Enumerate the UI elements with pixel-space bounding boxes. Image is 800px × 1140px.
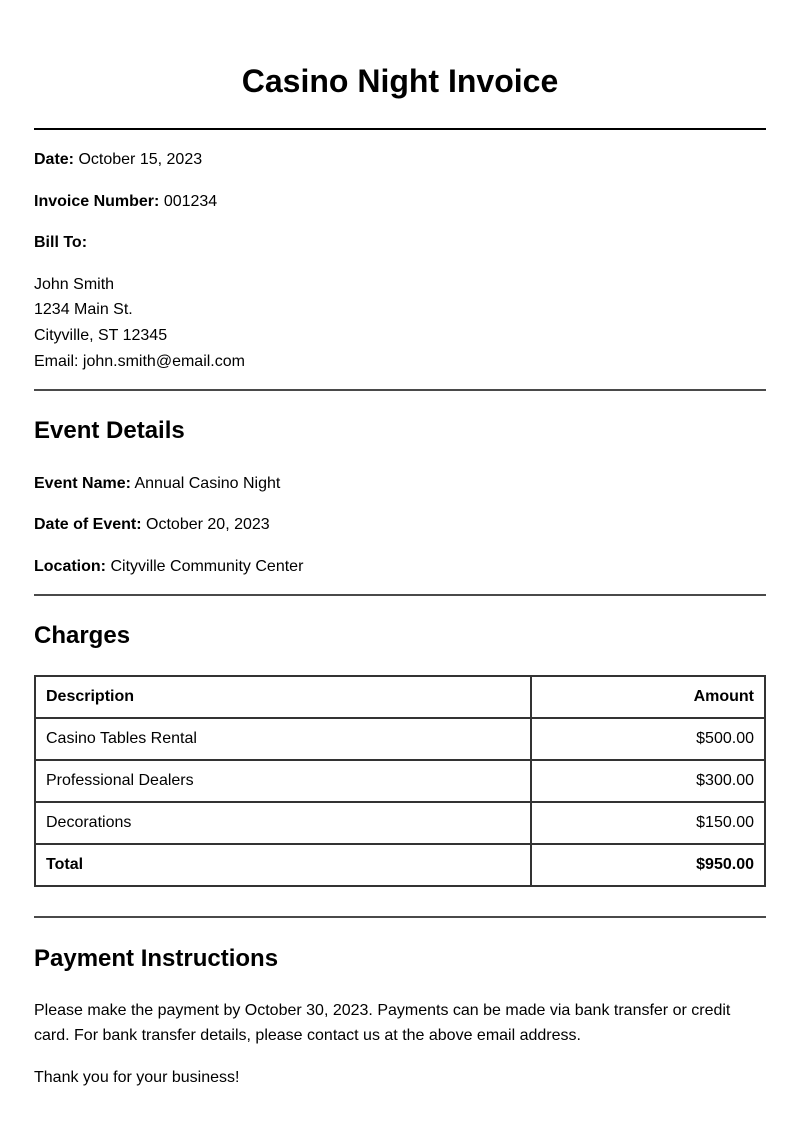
bill-to-email: Email: john.smith@email.com: [34, 353, 245, 370]
table-header-row: [35, 676, 765, 718]
event-date-label: Date of Event:: [34, 516, 142, 533]
payment-instructions-text: Please make the payment by October 30, 2023. Payments can be made via bank transfer or credit card. For bank transfer details, please contact us at the above email address.: [34, 1002, 731, 1044]
invoice-number: [34, 192, 217, 212]
charge-description: Casino Tables Rental: [35, 718, 531, 760]
column-header-amount: Amount: [531, 676, 765, 718]
invoice-number-label: Invoice Number:: [34, 193, 160, 210]
section-divider: [34, 389, 766, 391]
total-label: Total: [35, 844, 531, 886]
charge-amount: $500.00: [531, 718, 765, 760]
event-name-label: Event Name:: [34, 475, 131, 492]
bill-to-label: Bill To:: [34, 234, 88, 251]
charges-table: [34, 675, 766, 887]
charge-amount: $150.00: [531, 802, 765, 844]
total-row: [35, 844, 765, 886]
thank-you-text: Thank you for your business!: [34, 1069, 240, 1086]
charges-heading: Charges: [34, 622, 131, 649]
invoice-date: [34, 150, 202, 170]
event-date: [34, 515, 270, 535]
invoice-date-label: Date:: [34, 151, 75, 168]
event-name: [34, 474, 280, 494]
invoice-date-value: October 15, 2023: [78, 151, 203, 168]
event-location-label: Location:: [34, 558, 106, 575]
column-header-description: Description: [35, 676, 531, 718]
section-divider: [34, 594, 766, 596]
bill-to-name: John Smith: [34, 276, 115, 293]
page-title: Casino Night Invoice: [241, 63, 559, 99]
event-location-value: Cityville Community Center: [110, 558, 304, 575]
charge-description: Professional Dealers: [35, 760, 531, 802]
payment-heading: Payment Instructions: [34, 945, 279, 972]
charge-description: Decorations: [35, 802, 531, 844]
total-amount: $950.00: [531, 844, 765, 886]
table-row: [35, 760, 765, 802]
event-location: [34, 557, 303, 577]
title-divider: [34, 128, 766, 130]
bill-to-street: 1234 Main St.: [34, 301, 133, 318]
charge-amount: $300.00: [531, 760, 765, 802]
bill-to-city: Cityville, ST 12345: [34, 327, 168, 344]
table-row: [35, 802, 765, 844]
section-divider: [34, 916, 766, 918]
event-details-heading: Event Details: [34, 417, 185, 444]
table-row: [35, 718, 765, 760]
event-name-value: Annual Casino Night: [134, 475, 281, 492]
event-date-value: October 20, 2023: [146, 516, 270, 533]
invoice-number-value: 001234: [163, 193, 218, 210]
